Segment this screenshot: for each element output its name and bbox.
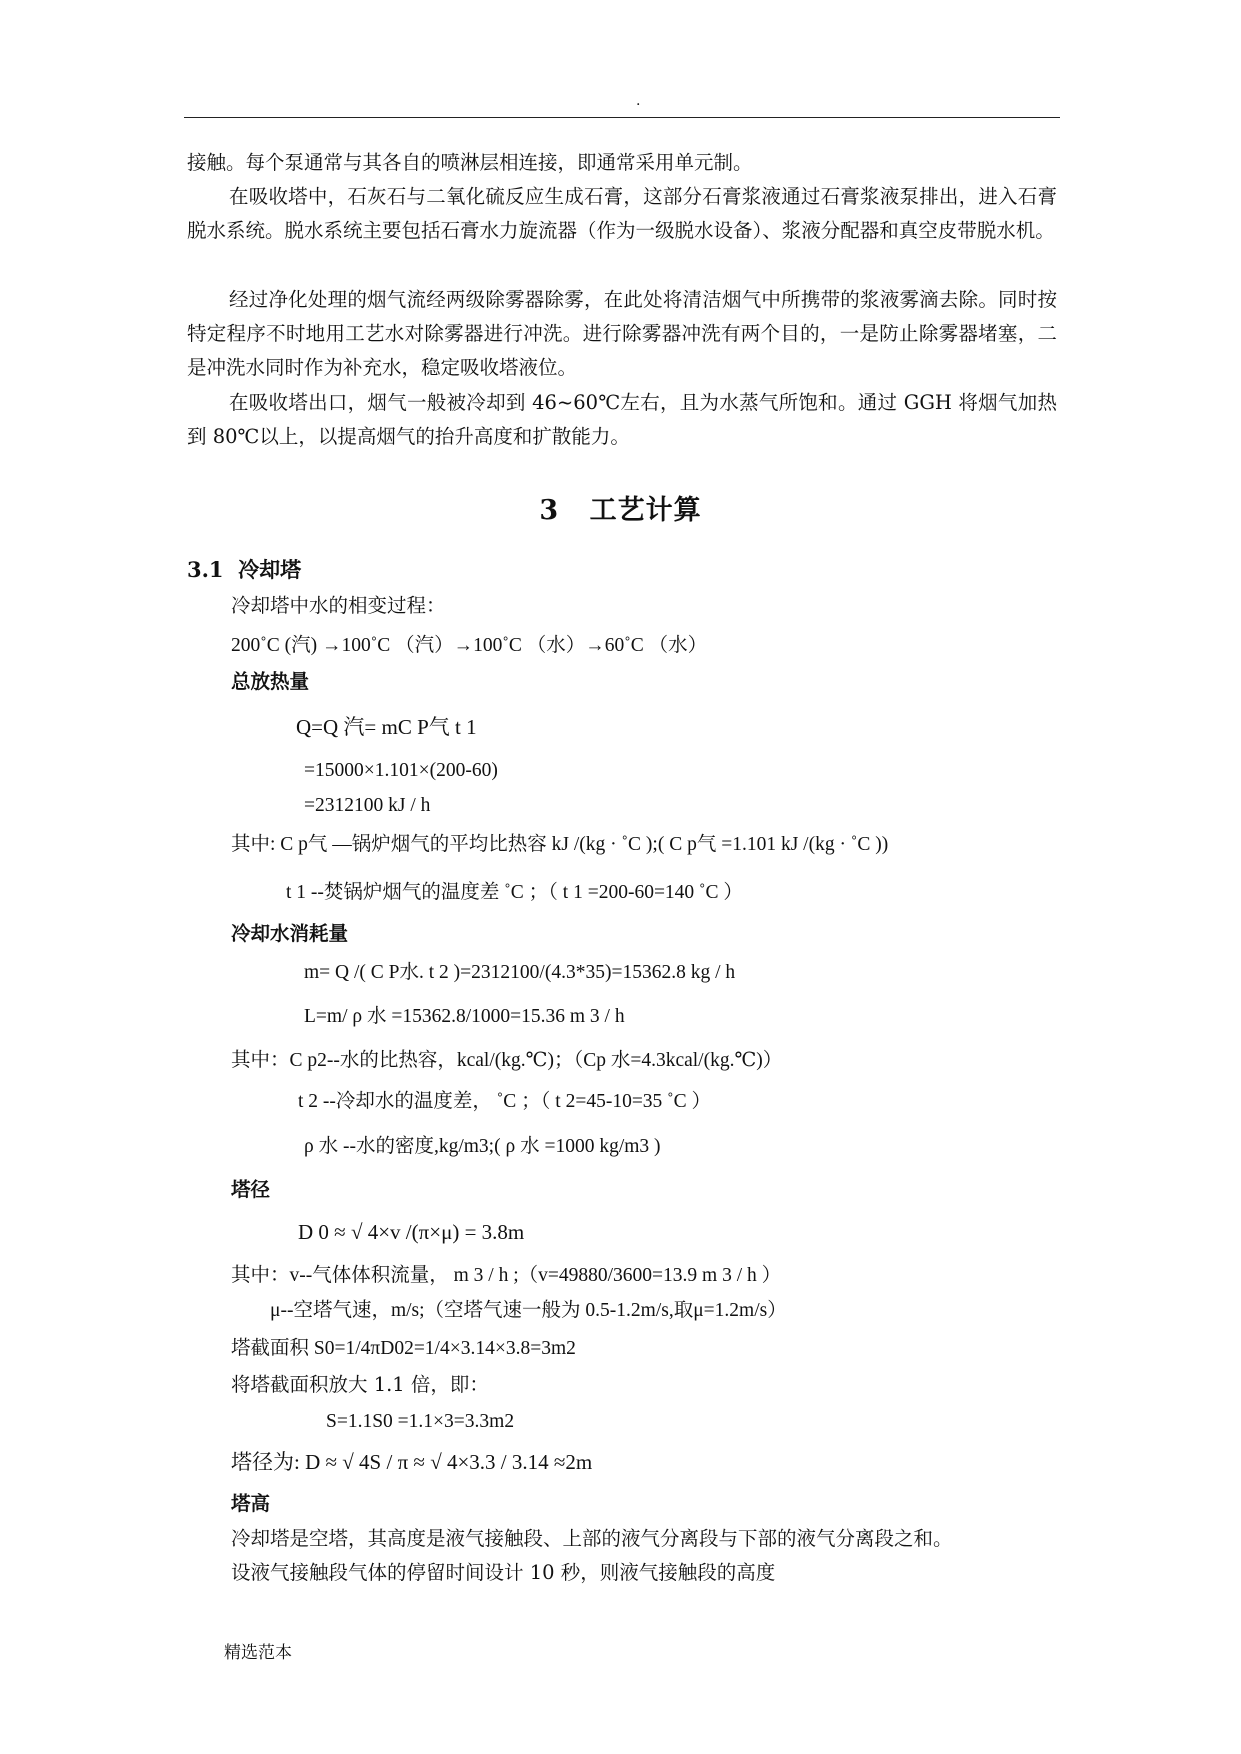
note-gas-flow: 其中：v--气体体积流量， m 3 / h ;（v=49880/3600=13.9 m 3 / h ） [231,1265,782,1286]
l-equation: L=m/ ρ 水 =15362.8/1000=15.36 m 3 / h [304,1006,625,1027]
cooling-water-heading: 冷却水消耗量 [231,922,349,945]
height-paragraph-2: 设液气接触段气体的停留时间设计 10 秒，则液气接触段的高度 [231,1561,776,1584]
diameter-heading: 塔径 [231,1178,271,1201]
total-heat-heading: 总放热量 [231,670,310,693]
note-gas-velocity: μ--空塔气速，m/s;（空塔气速一般为 0.5-1.2m/s,取μ=1.2m/s） [270,1300,787,1321]
paragraph-3: 经过净化处理的烟气流经两级除雾器除雾，在此处将清洁烟气中所携带的浆液雾滴去除。同时按特定程序不时地用工艺水对除雾器进行冲洗。进行除雾器冲洗有两个目的，一是防止除雾器堵塞，二是冲洗水同时作为补充水，稳定吸收塔液位。 [187,288,1057,379]
subsection-heading [187,554,301,584]
q-equation-2: =15000×1.101×(200-60) [304,760,498,781]
d0-equation: D 0 ≈ √ 4×v /(π×μ) = 3.8m [298,1220,525,1244]
d-equation: 塔径为: D ≈ √ 4S / π ≈ √ 4×3.3 / 3.14 ≈2m [231,1450,593,1474]
subsection-number: 3.1 [187,557,224,582]
enlarge-note: 将塔截面积放大 1.1 倍，即： [231,1373,489,1396]
area-equation: 塔截面积 S0=1/4πD02=1/4×3.14×3.8=3m2 [231,1338,576,1359]
height-heading: 塔高 [231,1492,271,1515]
section-number: 3 [539,495,560,526]
q-equation-3: =2312100 kJ / h [304,795,431,816]
note-cp-water: 其中：C p2--水的比热容，kcal/(kg.℃)；（Cp 水=4.3kcal/(kg.℃)） [231,1050,783,1071]
subsection-title: 冷却塔 [238,557,302,582]
header-rule [184,117,1060,118]
paragraph-2: 在吸收塔中，石灰石与二氧化硫反应生成石膏，这部分石膏浆液通过石膏浆液泵排出，进入石膏脱水系统。脱水系统主要包括石膏水力旋流器（作为一级脱水设备）、浆液分配器和真空皮带脱水机。 [187,185,1057,242]
note-t2: t 2 --冷却水的温度差， ˚C ；（ t 2=45-10=35 ˚C ） [298,1091,712,1112]
header-dot: . [636,93,641,109]
cooling-intro: 冷却塔中水的相变过程： [231,594,446,617]
m-equation: m= Q /( C P水. t 2 )=2312100/(4.3*35)=15362.8 kg / h [304,962,736,983]
note-cp-gas: 其中: C p气 —锅炉烟气的平均比热容 kJ /(kg · ˚C );( C p气 =1.101 kJ /(kg · ˚C )) [231,834,889,855]
section-heading [0,488,1241,527]
q-equation-1: Q=Q 汽= mC P气 t 1 [296,715,477,739]
footer-text: 精选范本 [224,1643,292,1663]
s-equation: S=1.1S0 =1.1×3=3.3m2 [326,1411,515,1432]
height-paragraph-1: 冷却塔是空塔，其高度是液气接触段、上部的液气分离段与下部的液气分离段之和。 [231,1527,953,1550]
section-title: 工艺计算 [589,495,702,526]
paragraph-4: 在吸收塔出口，烟气一般被冷却到 46~60℃左右，且为水蒸气所饱和。通过 GGH 将烟气加热到 80℃以上，以提高烟气的抬升高度和扩散能力。 [187,391,1057,448]
note-rho: ρ 水 --水的密度,kg/m3;( ρ 水 =1000 kg/m3 ) [304,1136,661,1157]
note-t1: t 1 --焚锅炉烟气的温度差 ˚C ；（ t 1 =200-60=140 ˚C ） [286,882,743,903]
paragraph-1: 接触。每个泵通常与其各自的喷淋层相连接，即通常采用单元制。 [187,151,753,174]
phase-change-line: 200˚C (汽) →100˚C （汽）→100˚C （水）→60˚C （水） [231,635,708,656]
